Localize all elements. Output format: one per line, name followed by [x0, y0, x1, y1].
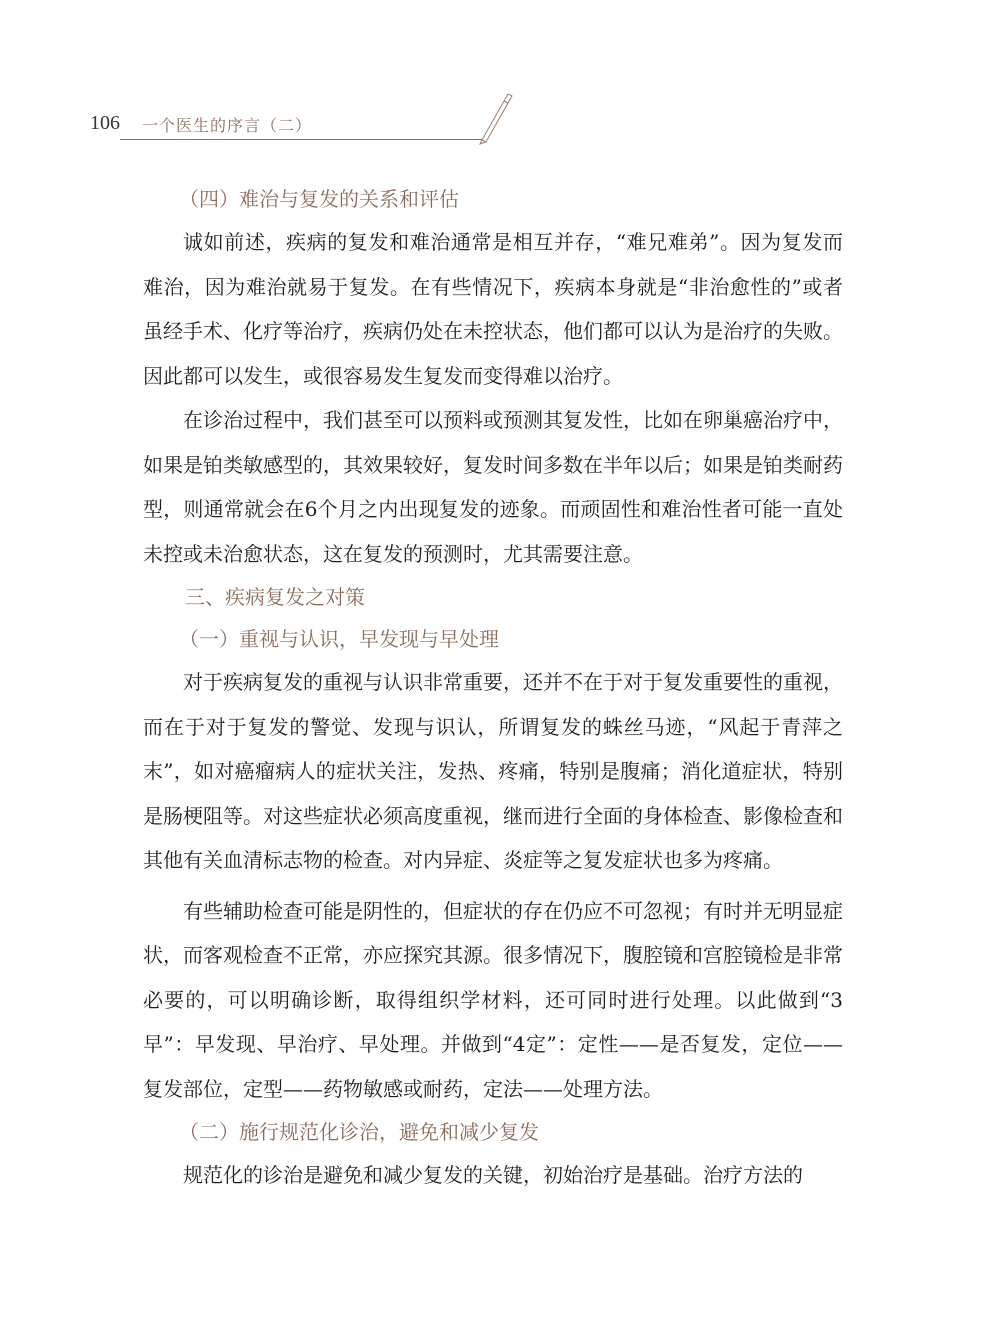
page-body [143, 178, 843, 1198]
paragraph: 在诊治过程中，我们甚至可以预料或预测其复发性，比如在卵巢癌治疗中，如果是铂类敏感型的，其效果较好，复发时间多数在半年以后；如果是铂类耐药型，则通常就会在6个月之内出现复发的迹象。而顽固性和难治性者可能一直处未控或未治愈状态，这在复发的预测时，尤其需要注意。 [143, 408, 843, 566]
page-number: 106 [90, 112, 120, 134]
running-title: 一个医生的序言（二） [142, 116, 313, 135]
subheading-four: （四）难治与复发的关系和评估 [179, 187, 459, 211]
header-rule [120, 139, 482, 140]
paragraph: 有些辅助检查可能是阴性的，但症状的存在仍应不可忽视；有时并无明显症状，而客观检查不正常，亦应探究其源。很多情况下，腹腔镜和宫腔镜检是非常必要的，可以明确诊断，取得组织学材料，还可同时进行处理。以此做到“3早”：早发现、早治疗、早处理。并做到“4定”：定性——是否复发，定位——复发部位，定型——药物敏感或耐药，定法——处理方法。 [143, 898, 843, 1101]
section-heading-three: 三、疾病复发之对策 [185, 585, 365, 609]
paragraph: 诚如前述，疾病的复发和难治通常是相互并存，“难兄难弟”。因为复发而难治，因为难治就易于复发。在有些情况下，疾病本身就是“非治愈性的”或者虽经手术、化疗等治疗，疾病仍处在未控状态，他们都可以认为是治疗的失败。因此都可以发生，或很容易发生复发而变得难以治疗。 [143, 230, 843, 388]
page-header [90, 112, 520, 142]
paragraph: 规范化的诊治是避免和减少复发的关键，初始治疗是基础。治疗方法的 [183, 1163, 803, 1187]
pen-icon [470, 90, 520, 146]
paragraph: 对于疾病复发的重视与认识非常重要，还并不在于对于复发重要性的重视，而在于对于复发的警觉、发现与识认，所谓复发的蛛丝马迹，“风起于青萍之末”，如对癌瘤病人的症状关注，发热、疼痛，特别是腹痛；消化道症状，特别是肠梗阻等。对这些症状必须高度重视，继而进行全面的身体检查、影像检查和其他有关血清标志物的检查。对内异症、炎症等之复发症状也多为疼痛。 [143, 670, 843, 872]
subheading-one: （一）重视与认识，早发现与早处理 [179, 627, 499, 651]
subheading-two: （二）施行规范化诊治，避免和减少复发 [179, 1120, 539, 1144]
